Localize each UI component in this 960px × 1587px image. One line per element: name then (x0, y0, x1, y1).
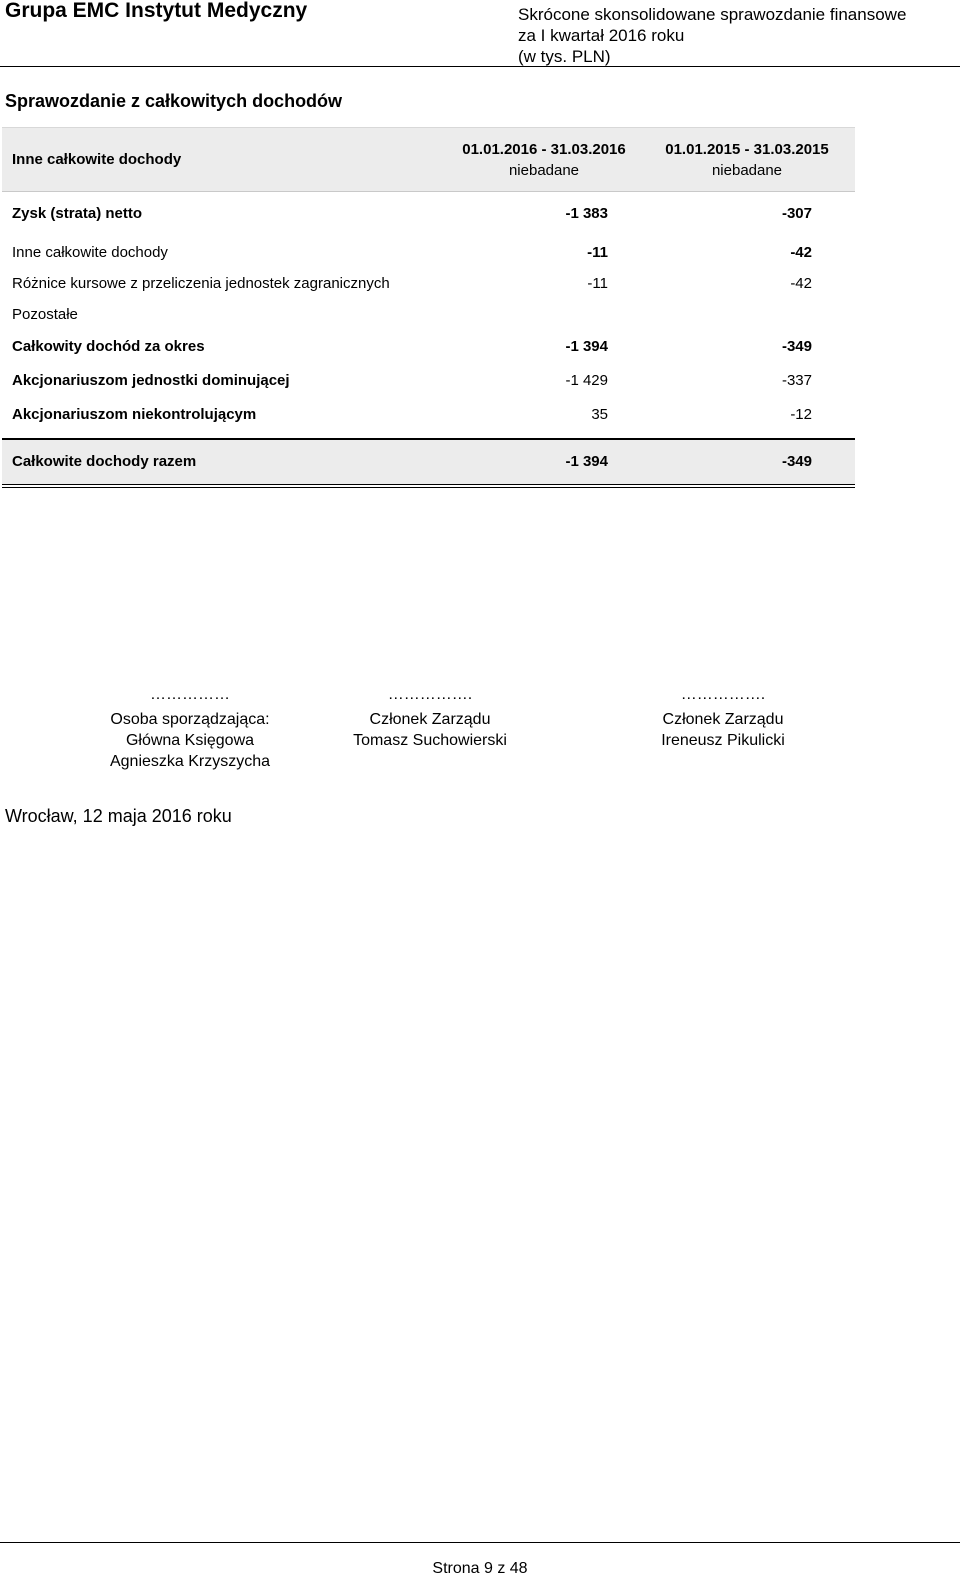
row-value-2016: -1 429 (565, 372, 608, 389)
signature-dots: …………… (150, 686, 230, 703)
signature-name: Ireneusz Pikulicki (661, 732, 785, 749)
row-label: Pozostałe (12, 306, 78, 323)
table-row-comprehensive-income (2, 334, 855, 358)
section-title: Sprawozdanie z całkowitych dochodów (5, 91, 343, 111)
signature-dots: ……………. (680, 686, 766, 703)
table-row-fx-differences (2, 271, 855, 295)
signature-block-accountant (60, 684, 320, 772)
table-header-bottom-rule (2, 191, 855, 192)
signature-dots: ……………. (387, 686, 473, 703)
row-value-2015: -337 (781, 372, 812, 389)
row-value-2015: -12 (790, 406, 812, 423)
report-title-line-3: (w tys. PLN) (518, 47, 611, 66)
signature-block-board-member-1 (300, 684, 560, 751)
signature-role: Członek Zarządu (662, 711, 784, 728)
column-period-2015: 01.01.2015 - 31.03.2015 (665, 141, 829, 158)
table-row-other (2, 302, 855, 326)
signature-title: Główna Księgowa (125, 732, 255, 749)
footer-divider (0, 1542, 960, 1543)
row-label: Akcjonariuszom niekontrolującym (12, 406, 257, 423)
row-label: Całkowite dochody razem (12, 453, 197, 470)
row-value-2016: -11 (587, 244, 608, 261)
report-title (518, 4, 906, 67)
column-status-2015: niebadane (711, 162, 783, 179)
table-row-other-income (2, 240, 855, 264)
row-value-2016: -11 (587, 275, 608, 292)
row-value-2016: -1 394 (565, 338, 608, 355)
table-row-total (2, 449, 855, 473)
signature-role: Członek Zarządu (369, 711, 491, 728)
signature-name: Agnieszka Krzyszycha (109, 753, 271, 770)
row-label: Akcjonariuszom jednostki dominującej (12, 372, 290, 389)
table-row-non-controlling (2, 402, 855, 426)
report-title-line-1: Skrócone skonsolidowane sprawozdanie finansowe (518, 5, 907, 24)
table-header (2, 127, 855, 191)
table-row-parent-shareholders (2, 368, 855, 392)
company-name: Grupa EMC Instytut Medyczny (5, 0, 308, 22)
row-value-2015: -349 (781, 453, 812, 470)
row-value-2016: 35 (591, 406, 608, 423)
row-value-2016: -1 383 (565, 205, 608, 222)
signature-name: Tomasz Suchowierski (353, 732, 507, 749)
row-value-2015: -42 (790, 275, 812, 292)
table-row-net-profit (2, 201, 855, 225)
row-value-2016: -1 394 (565, 453, 608, 470)
row-label: Zysk (strata) netto (12, 205, 143, 222)
column-status-2016: niebadane (508, 162, 580, 179)
table-header-label: Inne całkowite dochody (12, 151, 182, 168)
total-bottom-double-rule (2, 487, 855, 488)
row-value-2015: -42 (790, 244, 812, 261)
total-bottom-rule (2, 484, 855, 485)
signature-role: Osoba sporządzająca: (110, 711, 270, 728)
column-header-2015 (652, 139, 842, 181)
column-period-2016: 01.01.2016 - 31.03.2016 (462, 141, 626, 158)
row-label: Inne całkowite dochody (12, 244, 168, 261)
page-number: Strona 9 z 48 (432, 1560, 528, 1577)
row-value-2015: -349 (781, 338, 812, 355)
column-header-2016 (449, 139, 639, 181)
signature-block-board-member-2 (593, 684, 853, 751)
table-header-top-rule (2, 127, 855, 128)
row-value-2015: -307 (781, 205, 812, 222)
report-title-line-2: za I kwartał 2016 roku (518, 26, 685, 45)
row-label: Całkowity dochód za okres (12, 338, 205, 355)
row-label: Różnice kursowe z przeliczenia jednostek zagranicznych (12, 275, 390, 292)
header-divider (0, 66, 960, 67)
place-and-date: Wrocław, 12 maja 2016 roku (5, 806, 232, 826)
